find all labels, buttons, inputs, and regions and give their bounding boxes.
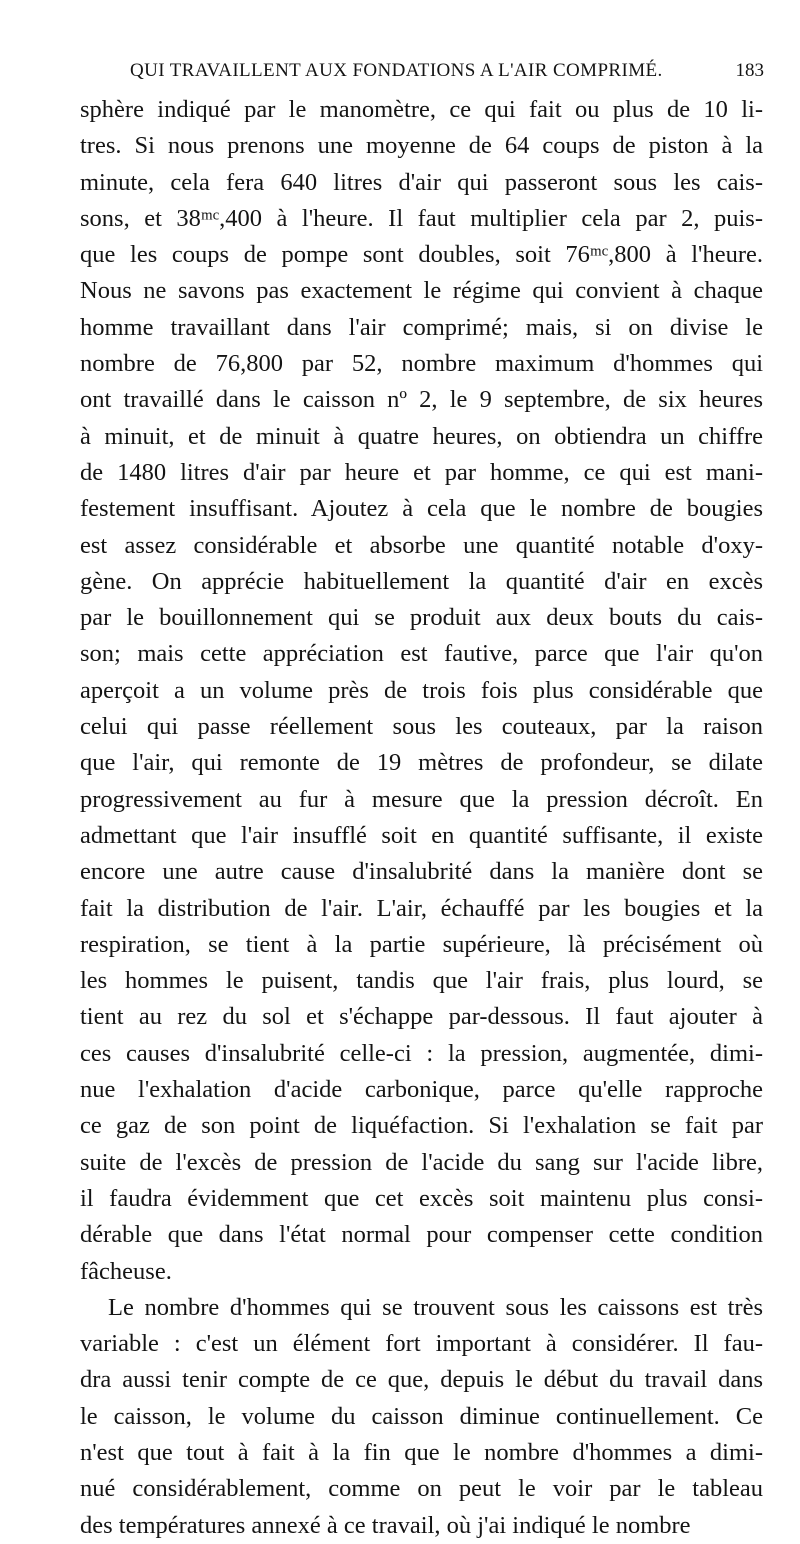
text-line: son; mais cette appréciation est fautive, parce que l'air qu'on	[80, 640, 763, 668]
text-line: gène. On apprécie habituellement la quantité d'air en excès	[80, 567, 763, 595]
text-line: sphère indiqué par le manomètre, ce qui fait ou plus de 10 li-	[80, 96, 763, 123]
body-text	[80, 92, 763, 1544]
text-line: n'est que tout à fait à la fin que le nombre d'hommes a dimi-	[80, 1438, 763, 1466]
text-line: le caisson, le volume du caisson diminue continuellement. Ce	[80, 1402, 763, 1430]
text-line: festement insuffisant. Ajoutez à cela que le nombre de bougies	[80, 495, 763, 523]
text-line: tient au rez du sol et s'échappe par-dessous. Il faut ajouter à	[80, 1003, 763, 1031]
text-line: il faudra évidemment que cet excès soit maintenu plus consi-	[80, 1184, 763, 1212]
text-line: aperçoit a un volume près de trois fois plus considérable que	[80, 676, 763, 704]
text-line: fâcheuse.	[80, 1257, 172, 1285]
text-line: que les coups de pompe sont doubles, soit 76ᵐᶜ,800 à l'heure.	[80, 241, 763, 269]
text-line: ces causes d'insalubrité celle-ci : la pression, augmentée, dimi-	[80, 1039, 763, 1067]
text-line: nombre de 76,800 par 52, nombre maximum d'hommes qui	[80, 350, 763, 378]
text-line: à minuit, et de minuit à quatre heures, on obtiendra un chiffre	[80, 422, 763, 450]
text-line: respiration, se tient à la partie supérieure, là précisément où	[80, 930, 763, 958]
text-line: ce gaz de son point de liquéfaction. Si l'exhalation se fait par	[80, 1112, 763, 1140]
text-line: suite de l'excès de pression de l'acide du sang sur l'acide libre,	[80, 1148, 763, 1176]
paragraph	[80, 92, 763, 1290]
text-line: Nous ne savons pas exactement le régime qui convient à chaque	[80, 277, 763, 305]
text-line: homme travaillant dans l'air comprimé; mais, si on divise le	[80, 313, 763, 341]
page-number: 183	[735, 60, 764, 81]
text-line: minute, cela fera 640 litres d'air qui passeront sous les cais-	[80, 168, 763, 196]
text-line: fait la distribution de l'air. L'air, échauffé par les bougies et la	[80, 894, 763, 922]
page-header	[100, 60, 764, 90]
text-line: est assez considérable et absorbe une quantité notable d'oxy-	[80, 531, 763, 559]
text-line: sons, et 38ᵐᶜ,400 à l'heure. Il faut multiplier cela par 2, puis-	[80, 204, 763, 232]
text-line: les hommes le puisent, tandis que l'air frais, plus lourd, se	[80, 967, 763, 995]
paragraph	[80, 1290, 763, 1544]
text-line: admettant que l'air insufflé soit en quantité suffisante, il existe	[80, 821, 763, 849]
text-line: variable : c'est un élément fort important à considérer. Il fau-	[80, 1330, 763, 1358]
text-line: encore une autre cause d'insalubrité dans la manière dont se	[80, 858, 763, 886]
text-line: dra aussi tenir compte de ce que, depuis le début du travail dans	[80, 1366, 763, 1394]
text-line: de 1480 litres d'air par heure et par homme, ce qui est mani-	[80, 458, 763, 486]
text-line: que l'air, qui remonte de 19 mètres de profondeur, se dilate	[80, 749, 763, 777]
text-line: nué considérablement, comme on peut le voir par le tableau	[80, 1475, 763, 1503]
text-line: ont travaillé dans le caisson nº 2, le 9 septembre, de six heures	[80, 386, 763, 414]
running-head: QUI TRAVAILLENT AUX FONDATIONS A L'AIR COMPRIMÉ.	[130, 60, 663, 81]
text-line: par le bouillonnement qui se produit aux deux bouts du cais-	[80, 604, 763, 632]
text-line: tres. Si nous prenons une moyenne de 64 coups de piston à la	[80, 132, 763, 160]
text-line: celui qui passe réellement sous les couteaux, par la raison	[80, 713, 763, 741]
text-line: nue l'exhalation d'acide carbonique, parce qu'elle rapproche	[80, 1076, 763, 1104]
text-line: des températures annexé à ce travail, où j'ai indiqué le nombre	[80, 1511, 691, 1539]
text-line: Le nombre d'hommes qui se trouvent sous les caissons est très	[108, 1293, 763, 1321]
text-line: progressivement au fur à mesure que la pression décroît. En	[80, 785, 763, 813]
text-line: dérable que dans l'état normal pour compenser cette condition	[80, 1221, 763, 1249]
